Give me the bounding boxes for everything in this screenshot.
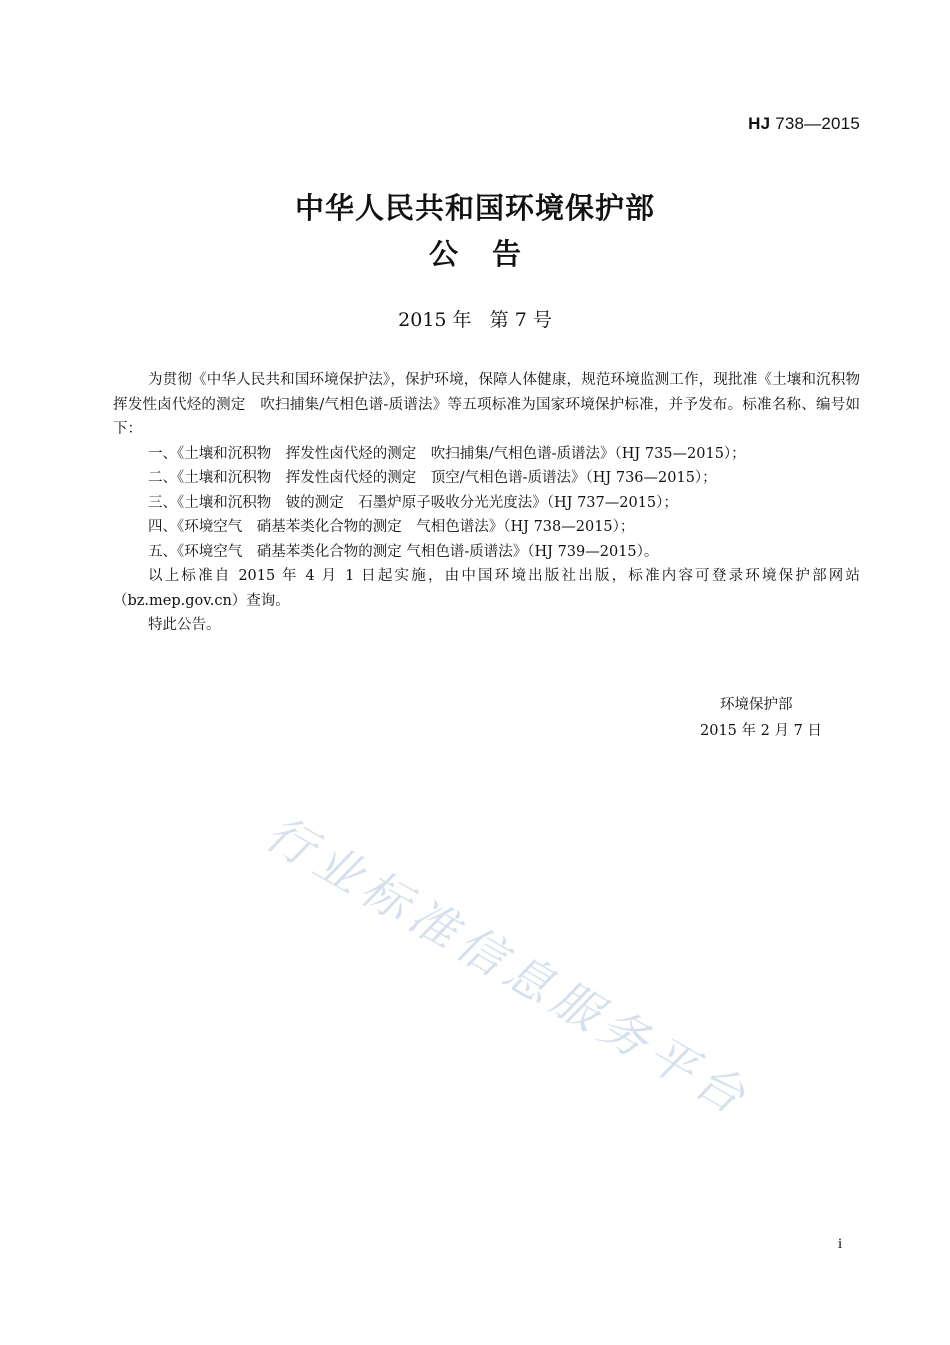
standard-list-item: 五、《环境空气 硝基苯类化合物的测定 气相色谱-质谱法》（HJ 739—2015）。 [148,543,659,560]
notice-heading: 公告 [428,237,555,271]
implementation-paragraph: 以上标准自 2015 年 4 月 1 日起实施，由中国环境出版社出版，标准内容可登录环境保护部网站（bz.mep.gov.cn）查询。 [113,568,860,609]
closing-paragraph: 特此公告。 [148,617,221,633]
notice-body [113,368,875,638]
notice-number: 2015 年 第 7 号 [398,309,552,331]
standard-list-item: 一、《土壤和沉积物 挥发性卤代烃的测定 吹扫捕集/气相色谱-质谱法》（HJ 735—2015）； [148,445,746,462]
standard-code-prefix: HJ [748,114,771,133]
standard-code [748,114,860,134]
ministry-title: 中华人民共和国环境保护部 [294,191,655,225]
standard-list-item: 二、《土壤和沉积物 挥发性卤代烃的测定 顶空/气相色谱-质谱法》（HJ 736—2015）； [148,470,717,486]
watermark: 行业标准信息服务平台 [256,805,760,1129]
intro-paragraph: 为贯彻《中华人民共和国环境保护法》，保护环境，保障人体健康，规范环境监测工作，现批准《土壤和沉积物 挥发性卤代烃的测定 吹扫捕集/气相色谱-质谱法》等五项标准为国家环境保护标准，并予发布。标准名称、编号如下： [113,372,875,437]
page-number: i [838,1236,843,1252]
standard-code-number: 738—2015 [770,114,860,133]
signature-date: 2015 年 2 月 7 日 [700,723,822,739]
signature-organization: 环境保护部 [720,697,793,713]
standard-list-item: 四、《环境空气 硝基苯类化合物的测定 气相色谱法》（HJ 738—2015）； [148,519,635,535]
standard-list-item: 三、《土壤和沉积物 铍的测定 石墨炉原子吸收分光光度法》（HJ 737—2015）； [148,494,678,511]
